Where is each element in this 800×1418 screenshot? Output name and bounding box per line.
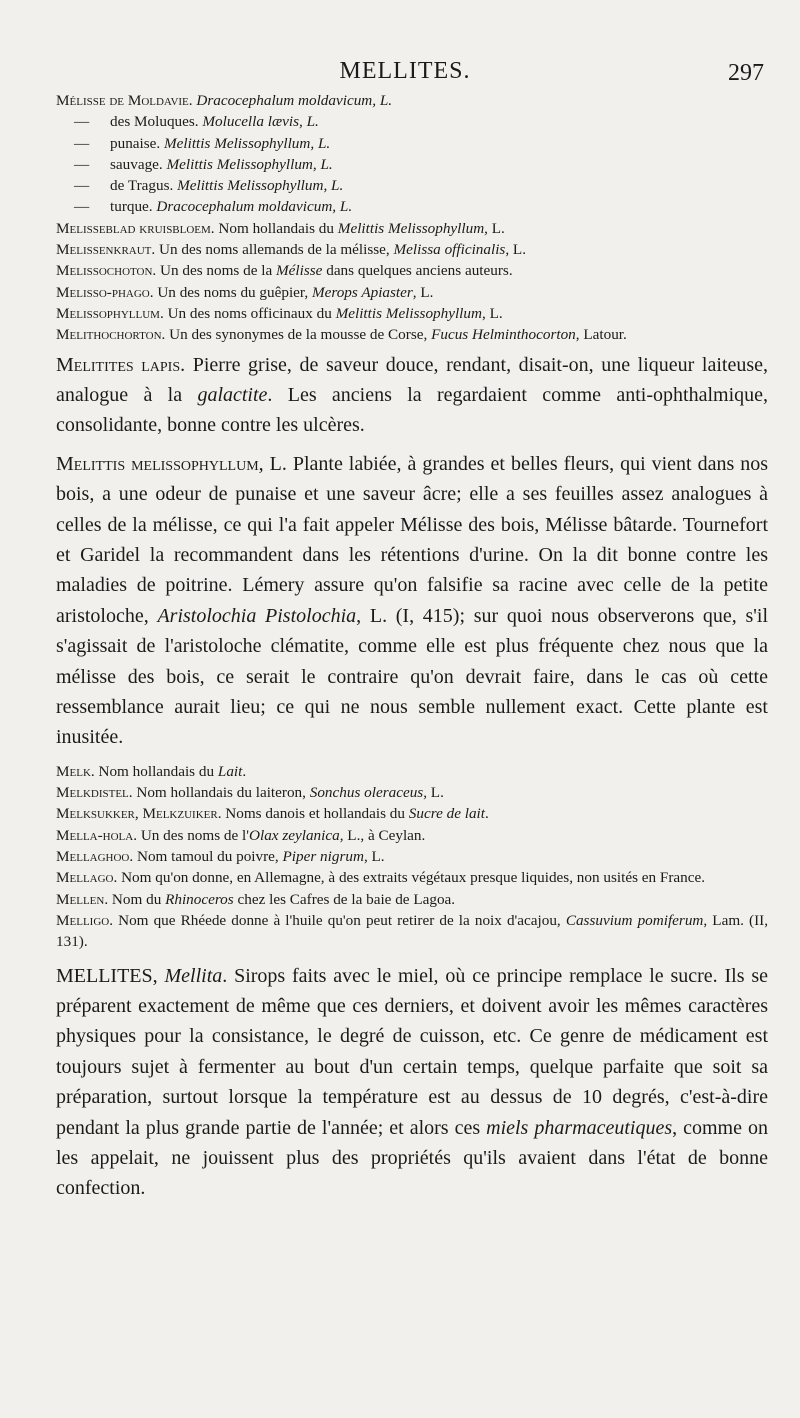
entry-text-tail: , L. [412, 283, 434, 301]
entry-text-tail: , L. (I, 415); sur quoi nous observerons que, s'il s'agissait de l'aristoloche clématite, comme elle est plus fréquente chez nous que la mélisse des bois, ce serait le contraire qu'on devrait faire, dans le cas où cette ressemblance aurait lieu; ce qui ne nous semble nullement exact. Cette plante est inusitée. [56, 604, 769, 749]
entry-melkdistel [56, 782, 768, 803]
entry-headword: Mella-hola. [56, 826, 138, 844]
entry-comma: , [152, 964, 165, 987]
entry-latin-name: Olax zeylanica [249, 826, 340, 844]
entry-headword: Melisso-phago. [56, 283, 154, 301]
entry-punaise [56, 133, 768, 154]
entry-mellago [56, 867, 768, 888]
entry-text: Nom que Rhéede donne à l'huile qu'on peut retirer de la noix d'acajou, [113, 911, 566, 929]
entry-headword: Melisseblad kruisbloem. [56, 219, 215, 237]
entry-latin-name: Melissa officinalis [393, 241, 506, 259]
entry-headword: MELLITES [56, 964, 153, 987]
entry-headword: Melithochorton. [56, 326, 166, 344]
entry-latin-name: Melittis Melissophyllum [335, 304, 482, 322]
entry-mellites [56, 961, 768, 1204]
entry-text-tail: dans quelques anciens auteurs. [322, 262, 513, 280]
entry-latin-name: Mélisse [276, 262, 323, 280]
entry-text-tail: , L. [484, 219, 505, 237]
entry-latin-name: Melittis Melissophyllum [337, 219, 485, 237]
entry-latin-name: Dracocephalum moldavicum, L. [152, 198, 353, 216]
entry-text-tail: , L., à Ceylan. [339, 826, 426, 844]
entry-text: Nom qu'on donne, en Allemagne, à des extraits végétaux presque liquides, non usités en France. [117, 869, 706, 887]
entry-latin-name: Fucus Helminthocorton [431, 326, 576, 344]
entry-headword: Mellen. [56, 890, 109, 908]
entry-headword: Melitites lapis. [56, 353, 186, 376]
entry-text-tail: , L. [505, 241, 526, 259]
entry-text: Nom hollandais du laiteron, [132, 784, 310, 802]
ditto-dash: — [74, 177, 90, 195]
entry-headword: Melissophyllum. [56, 304, 164, 322]
entry-italic-term: miels pharmaceutiques [486, 1116, 673, 1139]
entry-melk [56, 761, 768, 782]
entry-mellaghoo [56, 846, 768, 867]
entry-melisseblad [56, 218, 768, 239]
entry-melissochoton [56, 260, 768, 281]
entry-text-tail: , Lam. (II, 131). [56, 911, 768, 951]
entry-text: , L. Plante labiée, à grandes et belles fleurs, qui vient dans nos bois, a une odeur de punaise et une saveur âcre; elle a ses feuilles assez analogues à celles de la mélisse, ce qui l'a fait appeler Mélisse des bois, Mélisse bâtarde. Tournefort et Garidel la recommandent dans les rétentions d'urine. On la dit bonne contre les maladies de poitrine. Lémery assure qu'on falsifie sa racine avec celle de la petite aristoloche, [56, 452, 769, 627]
entry-melissenkraut [56, 239, 768, 260]
entry-melligo [56, 910, 768, 953]
entry-text-tail: , L. [481, 304, 503, 322]
entry-text-tail: , comme on les appelait, ne jouissent plus des propriétés qu'ils avaient dans l'état de bonne confection. [56, 1116, 768, 1200]
entry-latin-name: Melittis Melissophyllum, L. [173, 177, 344, 195]
entry-text-tail: . [485, 805, 489, 823]
entry-melittis [56, 449, 768, 753]
entry-text-tail: . Les anciens la regardaient comme anti-ophthalmique, consolidante, bonne contre les ulcères. [56, 383, 768, 437]
entry-headword: Melkdistel. [56, 784, 133, 802]
entry-headword: Mélisse de Moldavie. [56, 92, 193, 109]
entry-de-tragus [56, 175, 768, 196]
entry-melksukker [56, 803, 768, 824]
entry-headword: punaise. [110, 134, 161, 152]
entry-latin-name: Mellita [164, 964, 223, 987]
entry-latin-name: Melittis Melissophyllum, L. [162, 155, 333, 173]
entry-mellen [56, 889, 768, 910]
entry-headword: Melissenkraut. [56, 241, 156, 259]
entry-sauvage [56, 154, 768, 175]
entry-text: Noms danois et hollandais du [221, 805, 409, 823]
entry-italic-term: galactite [197, 383, 268, 406]
entry-headword: sauvage. [110, 155, 163, 173]
entry-latin-name: Melittis Melissophyllum, L. [160, 134, 331, 152]
entry-text: Nom hollandais du [94, 762, 218, 780]
entry-melithochorton [56, 324, 768, 345]
entry-text: Un des noms officinaux du [163, 304, 336, 322]
entry-text-tail: , Latour. [575, 326, 627, 344]
entry-mella-hola [56, 825, 768, 846]
entry-text: Nom hollandais du [214, 219, 338, 237]
entry-headword: Melittis melissophyllum [56, 452, 259, 475]
entry-headword: des Moluques. [110, 113, 199, 131]
entry-latin-name: Sonchus oleraceus [309, 784, 424, 802]
entry-text-tail: chez les Cafres de la baie de Lagoa. [233, 890, 456, 908]
entry-latin-name: Piper nigrum [282, 848, 364, 866]
entry-headword: Melligo. [56, 911, 114, 929]
entry-latin-name: Rhinoceros [165, 890, 234, 908]
entry-headword: Melk. [56, 762, 95, 780]
entry-melisse-moldavie [56, 90, 768, 111]
entry-italic-term: Lait [217, 762, 243, 780]
ditto-dash: — [74, 113, 90, 131]
entry-melitites-lapis [56, 350, 768, 441]
entry-latin-name: Merops Apiaster [311, 283, 413, 301]
entry-text-tail: . [242, 762, 247, 780]
entry-italic-term: Sucre de lait [408, 805, 485, 823]
entry-text: Un des noms du guêpier, [153, 283, 312, 301]
entry-text: Nom du [108, 890, 166, 908]
entry-latin-name: Aristolochia Pistolochia [157, 604, 357, 627]
ditto-dash: — [74, 134, 90, 152]
dictionary-text [56, 90, 768, 1204]
entry-text: Un des noms allemands de la mélisse, [155, 241, 394, 259]
ditto-dash: — [74, 198, 90, 216]
entry-text: Pierre grise, de saveur douce, rendant, disait-on, une liqueur laiteuse, analogue à la [56, 353, 768, 406]
entry-headword: Melksukker, Melkzuiker. [56, 805, 222, 823]
entry-text: Un des synonymes de la mousse de Corse, [165, 326, 432, 344]
entry-headword: Mellago. [56, 869, 118, 887]
entry-latin-name: Molucella lævis, L. [198, 113, 319, 131]
entry-headword: de Tragus. [110, 177, 174, 195]
entry-text: . Sirops faits avec le miel, où ce principe remplace le sucre. Ils se préparent exactement de même que ces derniers, et doivent avoir les mêmes caractères physiques pour la consistance, le degré de cuisson, etc. Ce genre de médicament est toujours sujet à fermenter au bout d'un certain temps, quelque parfaite que soit sa préparation, surtout lorsque la température est au dessus de 10 degrés, c'est-à-dire pendant la plus grande partie de l'année; et alors ces [56, 964, 768, 1139]
entry-text: Nom tamoul du poivre, [133, 848, 283, 866]
ditto-dash: — [74, 155, 90, 173]
entry-text: Un des noms de l' [137, 826, 250, 844]
entry-latin-name: Cassuvium pomiferum [565, 911, 704, 929]
entry-text-tail: , L. [423, 784, 444, 802]
running-title: MELLITES. [339, 58, 471, 84]
entry-headword: turque. [110, 198, 153, 216]
page-number: 297 [728, 60, 764, 86]
entry-latin-name: Dracocephalum moldavicum, L. [192, 92, 393, 109]
entry-des-moluques [56, 111, 768, 132]
entry-turque [56, 196, 768, 217]
entry-melissophago [56, 282, 768, 303]
entry-headword: Melissochoton. [56, 262, 157, 280]
entry-text: Un des noms de la [156, 262, 277, 280]
entry-melissophyllum [56, 303, 768, 324]
entry-headword: Mellaghoo. [56, 848, 134, 866]
entry-text-tail: , L. [363, 848, 385, 866]
